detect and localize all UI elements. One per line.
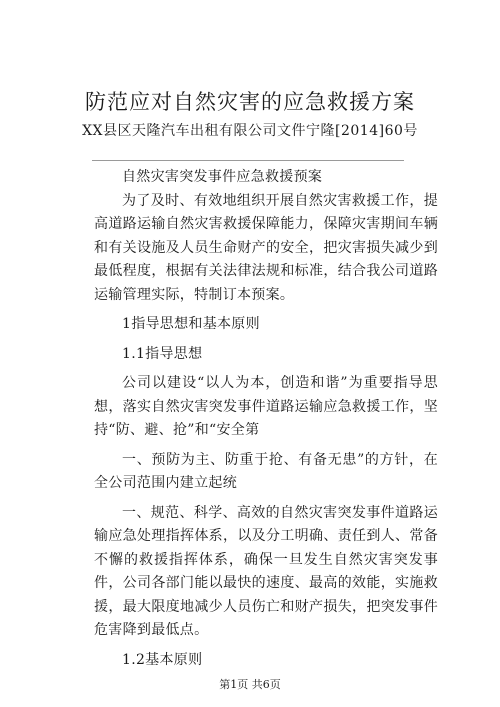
document-title: 防范应对自然灾害的应急救援方案 — [85, 90, 415, 114]
section-heading: 自然灾害突发事件应急救援预案 — [122, 169, 323, 185]
body-paragraph: 一、预防为主、防重于抢、有备无患”的方针，在全公司范围内建立起统 — [94, 451, 438, 491]
section-heading: 1.1指导思想 — [122, 345, 203, 362]
section-heading: 1.2基本原则 — [122, 651, 203, 668]
body-paragraph: 一、规范、科学、高效的自然灾害突发事件道路运输应急处理指挥体系，以及分工明确、责任到人、常备不懈的救援指挥体系，确保一旦发生自然灾害突发事件，公司各部门能以最快的速度、最高的效能，实施救援，最大限度地减少人员伤亡和财产损失，把突发事件危害降到最低点。 — [94, 504, 438, 638]
section-heading: 1指导思想和基本原则 — [122, 316, 260, 332]
document-subtitle: XX县区天隆汽车出租有限公司文件宁隆[2014]60号 — [82, 123, 418, 139]
page-number: 第1页 共6页 — [219, 678, 281, 691]
header-rule — [92, 160, 404, 161]
document-body — [94, 166, 438, 672]
body-paragraph: 公司以建设“以人为本，创造和谐”为重要指导思想，落实自然灾害突发事件道路运输应急救援工作，坚持“防、避、抢”和“安全第 — [94, 375, 438, 438]
body-paragraph: 为了及时、有效地组织开展自然灾害救援工作，提高道路运输自然灾害救援保障能力，保障灾害期间车辆和有关设施及人员生命财产的安全，把灾害损失减少到最低程度，根据有关法律法规和标准，结合我公司道路运输管理实际，特制订本预案。 — [94, 192, 438, 303]
